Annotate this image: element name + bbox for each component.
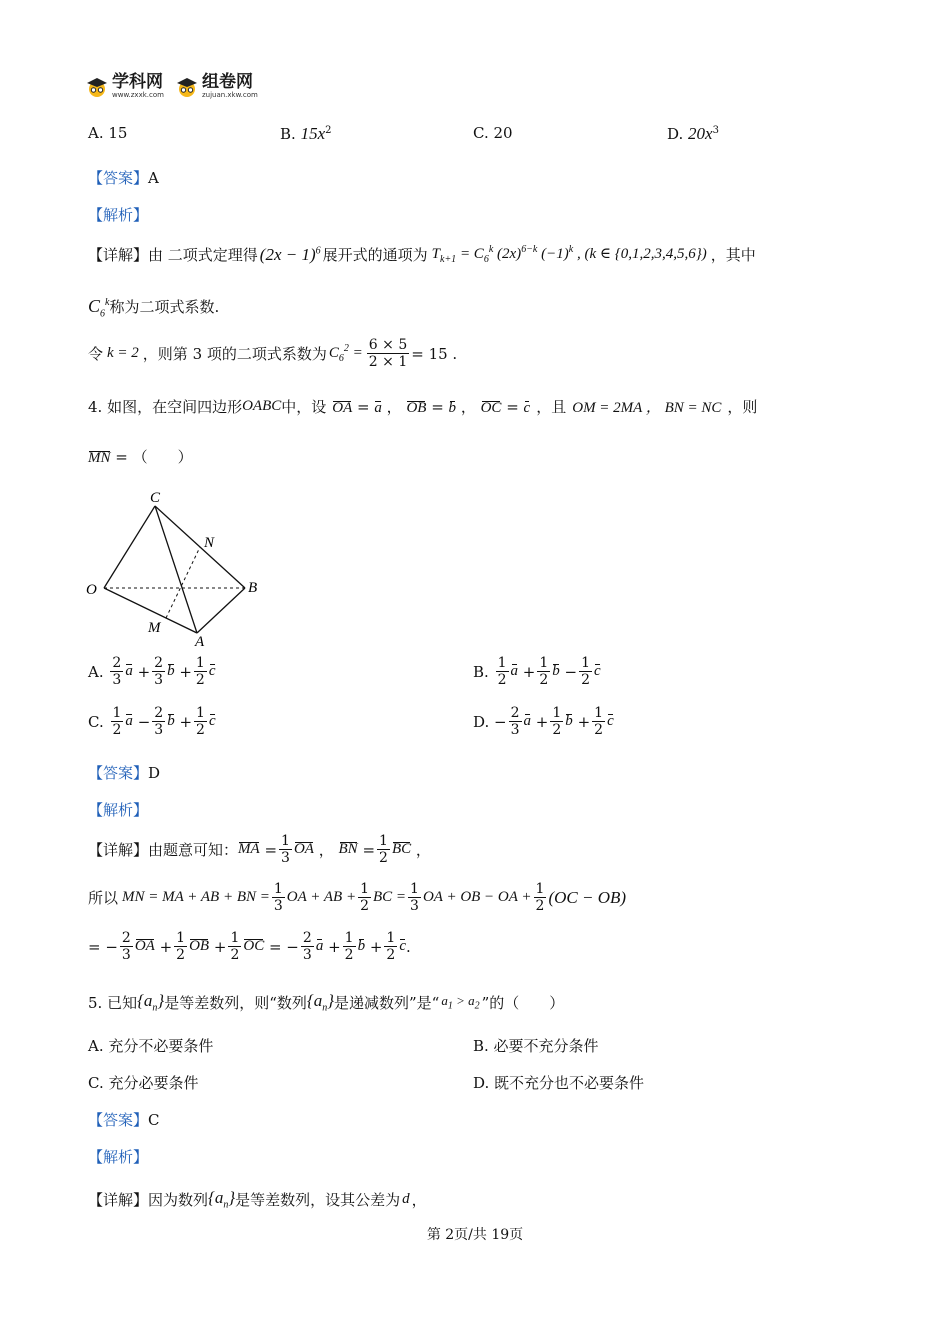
q4-stem-line1 xyxy=(88,396,757,417)
q4-option-d: D. − $\frac{2}{3}$ a + $\frac{1}{2}$ b + $\frac{1}{2}$ c xyxy=(473,705,614,738)
q4-option-b: B. $\frac{1}{2}$ a + $\frac{1}{2}$ b − $\frac{1}{2}$ c xyxy=(473,655,601,688)
detail-text: 所以 xyxy=(88,889,119,907)
stem-text: 中，设 xyxy=(281,398,327,416)
answer-value: C xyxy=(148,1111,160,1129)
q3-detail-line3 xyxy=(88,337,457,370)
edge-oc xyxy=(104,506,155,588)
detail-text: 由题意可知： xyxy=(148,841,239,859)
detail-d: d xyxy=(402,1190,410,1207)
detail-text: ，其中 xyxy=(710,246,756,264)
q5-option-d: D. 既不充分也不必要条件 xyxy=(473,1074,645,1092)
q5-answer xyxy=(88,1109,160,1130)
tetrahedron-figure xyxy=(80,485,270,650)
vector-defs: OA = a ， OB = b ， OC = c xyxy=(332,398,531,416)
option-expr: 15x xyxy=(300,124,326,143)
logo-zujuan xyxy=(176,74,258,99)
coef-symbol: $C_6^2$ = xyxy=(328,343,363,364)
option-exponent: 2 xyxy=(325,125,332,136)
stem-text: ，则 xyxy=(727,398,758,416)
segment-mn-dashed xyxy=(166,547,200,618)
answer-value: D xyxy=(148,764,161,782)
q5-detail-line1: 【详解】 因为数列 $\{a_n\}$ 是等差数列，设其公差为 d ， xyxy=(88,1188,427,1211)
q5-stem: 5. 已知 $\{a_n\}$ 是等差数列，则“数列 $\{a_n\}$ 是递减数列”是“ $a_1 > a_2$ ”的（ ） xyxy=(88,991,565,1014)
stem-text: ，且 xyxy=(536,398,567,416)
label-n: N xyxy=(204,535,215,551)
option-label: C. xyxy=(88,712,104,731)
option-label: B. xyxy=(280,125,296,143)
logo2-text: 组卷网 xyxy=(201,72,253,92)
answer-tag: 【答案】 xyxy=(88,169,149,187)
page-footer: 第 2页/共 19页 xyxy=(426,1227,524,1243)
logo-zxxk xyxy=(86,74,164,99)
detail-text: 是等差数列，设其公差为 xyxy=(235,1190,401,1209)
logo1-sub: www.zxxk.com xyxy=(112,91,164,99)
detail-text: 称为二项式系数. xyxy=(109,298,220,316)
stem-oabc: OABC xyxy=(242,398,282,414)
q5-analysis-tag: 【解析】 xyxy=(88,1148,149,1166)
stem-text: 4. 如图，在空间四边形 xyxy=(88,398,243,416)
stem-text: 是等差数列，则“数列 xyxy=(164,993,307,1012)
label-m: M xyxy=(148,620,161,636)
q4-answer xyxy=(88,762,160,783)
mortarboard-icon xyxy=(86,76,108,98)
label-c: C xyxy=(150,490,161,506)
q3-detail-line2 xyxy=(88,296,219,320)
mortarboard-icon xyxy=(176,76,198,98)
option-label: D. xyxy=(473,712,490,731)
detail-text: 令 xyxy=(88,345,104,363)
header-logos xyxy=(86,74,258,99)
option-exponent: 3 xyxy=(712,125,719,136)
detail-text: 展开式的通项为 xyxy=(322,246,428,264)
label-b: B xyxy=(248,580,258,596)
q3-option-a: A. 15 xyxy=(88,124,128,142)
q3-option-d xyxy=(667,124,719,144)
q4-detail-line1: 【详解】 由题意可知： MA = $\frac{1}{3}$ OA ， BN = $\frac{1}{2}$ BC ， xyxy=(88,833,431,866)
q3-analysis-tag: 【解析】 xyxy=(88,206,149,224)
option-label: D. xyxy=(667,125,684,143)
vector-mn: MN xyxy=(88,450,111,466)
k-equals: k = 2 xyxy=(107,345,139,361)
q3-detail-line1 xyxy=(88,244,756,265)
general-term-formula: $T_{k+1} = C_6^k$ $(2x)^{6-k}$ $(-1)^k$ , (k ∈ {0,1,2,3,4,5,6}) xyxy=(431,244,707,265)
edge-ab xyxy=(197,588,245,633)
stem-text: ”的（ ） xyxy=(481,993,565,1012)
answer-tag: 【答案】 xyxy=(88,764,149,782)
q5-option-c: C. 充分必要条件 xyxy=(88,1074,199,1092)
logo2-sub: zujuan.xkw.com xyxy=(201,91,258,99)
q3-option-b xyxy=(280,124,332,144)
logo1-text: 学科网 xyxy=(112,72,163,92)
q4-analysis-tag: 【解析】 xyxy=(88,801,149,819)
q5-option-b: B. 必要不充分条件 xyxy=(473,1037,599,1055)
detail-text: ， xyxy=(411,1190,427,1209)
stem-text: 是递减数列”是“ xyxy=(334,993,440,1012)
detail-text: 因为数列 xyxy=(148,1190,209,1209)
q4-detail-line3: = − $\frac{2}{3}$ OA + $\frac{1}{2}$ OB + $\frac{1}{2}$ OC = − $\frac{2}{3}$ a + $\frac{1}{2}$ b + $\frac{1}{2}$ c . xyxy=(88,930,411,963)
detail-text: ，则第 3 项的二项式系数为 xyxy=(142,345,327,363)
q4-stem-line2: MN = （ ） xyxy=(88,448,193,466)
option-label: B. xyxy=(473,662,489,681)
stem-paren: （ ） xyxy=(132,448,193,466)
q4-detail-line2: 所以 MN = MA + AB + BN = $\frac{1}{3}$ OA + AB + $\frac{1}{2}$ BC = $\frac{1}{3}$ OA + OB − OA + $\frac{1}{2}$ (OC − OB) xyxy=(88,881,627,914)
q3-option-c: C. 20 xyxy=(473,124,513,142)
condition-expr: OM = 2MA ， BN = NC xyxy=(572,400,722,416)
binomial-coef-symbol: $C_6^k$ xyxy=(88,296,110,320)
binomial-expr: $(2x - 1)^6$ xyxy=(259,244,321,264)
q4-option-a: A. $\frac{2}{3}$ a + $\frac{2}{3}$ b + $\frac{1}{2}$ c xyxy=(88,655,216,688)
option-label: A. xyxy=(88,662,104,681)
label-o: O xyxy=(86,582,97,598)
answer-value: A xyxy=(148,169,159,187)
q4-option-c: C. $\frac{1}{2}$ a − $\frac{2}{3}$ b + $\frac{1}{2}$ c xyxy=(88,705,216,738)
q3-answer xyxy=(88,167,159,188)
detail-text: = 15 . xyxy=(411,344,458,363)
label-a: A xyxy=(195,634,205,650)
detail-tag: 【详解】 xyxy=(88,246,149,264)
option-expr: 20x xyxy=(688,124,713,143)
q5-option-a: A. 充分不必要条件 xyxy=(88,1037,214,1055)
detail-tag: 【详解】 xyxy=(88,1190,149,1209)
fraction: $\frac{6 \times 5}{2 \times 1}$ xyxy=(368,337,408,370)
detail-tag: 【详解】 xyxy=(88,841,149,859)
answer-tag: 【答案】 xyxy=(88,1111,149,1129)
detail-text: 由 二项式定理得 xyxy=(148,246,258,264)
stem-text: 5. 已知 xyxy=(88,993,138,1012)
